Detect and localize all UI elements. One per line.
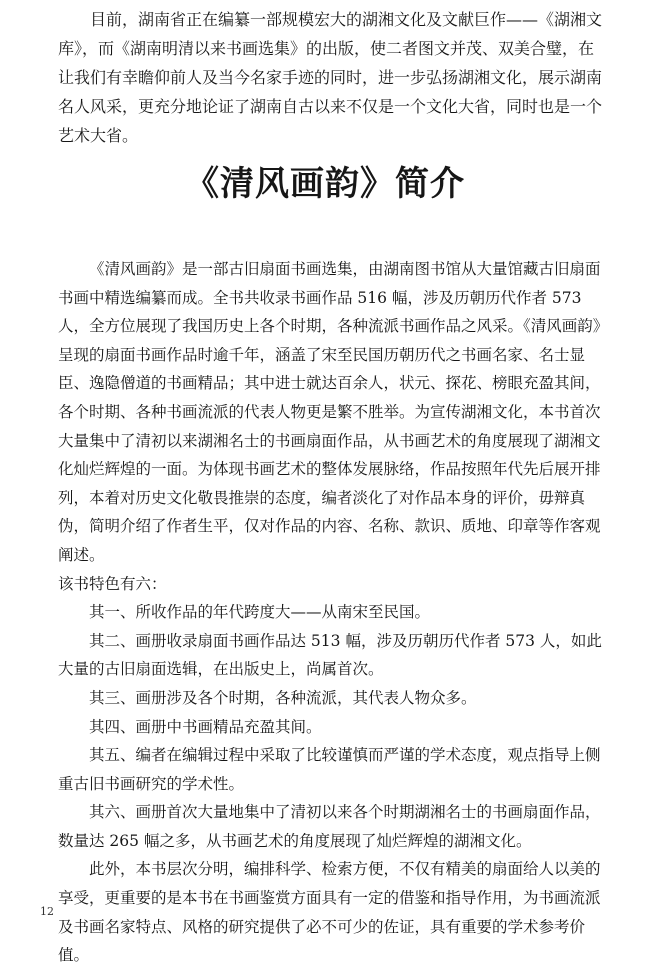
feature-item-5: 其五、编者在编辑过程中采取了比较谨慎而严谨的学术态度，观点指导上侧重古旧书画研究的学术性。 <box>58 746 601 793</box>
feature-item-6: 其六、画册首次大量地集中了清初以来各个时期湖湘名士的书画扇面作品，数量达 265 幅之多，从书画艺术的角度展现了灿烂辉煌的湖湘文化。 <box>58 803 601 850</box>
page-number: 12 <box>40 905 54 918</box>
intro-paragraph: 目前，湖南省正在编纂一部规模宏大的湖湘文化及文献巨作——《湖湘文库》，而《湖南明清以来书画选集》的出版，使二者图文并茂、双美合璧，在让我们有幸瞻仰前人及当今名家手迹的同时，进一步弘扬湖湘文化，展示湖南名人风采，更充分地论证了湖南自古以来不仅是一个文化大省，同时也是一个艺术大省。 <box>58 10 603 145</box>
section-title: 《清风画韵》简介 <box>185 164 465 204</box>
feature-item-4: 其四、画册中书画精品充盈其间。 <box>89 717 322 736</box>
feature-item-3: 其三、画册涉及各个时期，各种流派，其代表人物众多。 <box>89 688 477 707</box>
features-intro: 该书特色有六： <box>58 574 167 593</box>
description-paragraph: 《清风画韵》是一部古旧扇面书画选集，由湖南图书馆从大量馆藏古旧扇面书画中精选编纂而成。全书共收录书画作品 516 幅，涉及历朝历代作者 573 人，全方位展现了我国历史上各个时期，各种流派书画作品之风采。《清风画韵》呈现的扇面书画作品时逾千年，涵盖了宋至民国历朝历代之书画名家、名士显臣、逸隐僧道的书画精品；其中进士就达百余人，状元、探花、榜眼充盈其间，各个时期、各种书画流派的代表人物更是繁不胜举。为宣传湖湘文化，本书首次大量集中了清初以来湖湘名士的书画扇面作品，从书画艺术的角度展现了湖湘文化灿烂辉煌的一面。为体现书画艺术的整体发展脉络，作品按照年代先后展开排列，本着对历史文化敬畏推崇的态度，编者淡化了对作品本身的评价，毋辩真伪，简明介绍了作者生平，仅对作品的内容、名称、款识、质地、印章等作客观阐述。 <box>58 260 601 564</box>
body-text <box>58 255 606 970</box>
feature-item-2: 其二、画册收录扇面书画作品达 513 幅，涉及历朝历代作者 573 人，如此大量的古旧扇面选辑，在出版史上，尚属首次。 <box>58 631 602 679</box>
closing-paragraph: 此外，本书层次分明，编排科学、检索方便，不仅有精美的扇面给人以美的享受，更重要的是本书在书画鉴赏方面具有一定的借鉴和指导作用，为书画流派及书画名家特点、风格的研究提供了必不可少的佐证，具有重要的学术参考价值。 <box>58 860 601 965</box>
feature-item-1: 其一、所收作品的年代跨度大——从南宋至民国。 <box>89 603 431 622</box>
intro-text <box>58 5 606 150</box>
